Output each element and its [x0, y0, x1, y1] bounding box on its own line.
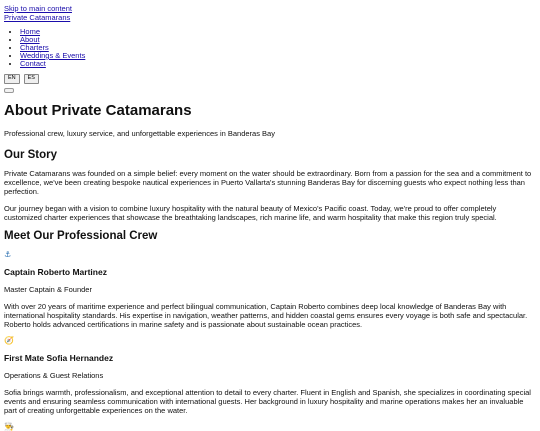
nav-item-charters [20, 44, 536, 52]
crew-member-role: Master Captain & Founder [4, 285, 536, 294]
nav-link-home[interactable]: Home [20, 27, 40, 36]
crew-member-name: Captain Roberto Martinez [4, 267, 536, 277]
crew-member-bio: Sofia brings warmth, professionalism, and exceptional attention to detail to every charter. Fluent in English and Spanish, she specializes in coordinating special events and ensuring seamless communication with international guests. Her background in luxury hospitality and marine operations makes her an invaluable part of creating unforgettable experiences on the water. [4, 388, 536, 415]
our-story-heading: Our Story [4, 149, 536, 163]
language-switcher [4, 74, 536, 84]
nav-link-weddings-events[interactable]: Weddings & Events [20, 51, 85, 60]
crew-member-card [4, 423, 536, 431]
crew-member-card [4, 251, 536, 329]
nav-item-about [20, 36, 536, 44]
main-content [4, 102, 536, 431]
nav-list [4, 28, 536, 68]
nav-item-weddings-events [20, 52, 536, 60]
skip-to-content-link[interactable]: Skip to main content [4, 4, 536, 13]
nav-item-home [20, 28, 536, 36]
language-en-button[interactable]: EN [4, 74, 20, 84]
crew-member-card [4, 337, 536, 415]
compass-icon: 🧭 [4, 337, 536, 345]
language-es-button[interactable]: ES [24, 74, 39, 84]
story-paragraph: Our journey began with a vision to combine luxury hospitality with the natural beauty of Mexico's Pacific coast. Today, we're proud to offer completely customized charter experiences that showcase the breathtaking landscapes, rich marine life, and warm hospitality that make this region truly special. [4, 204, 536, 222]
nav-link-contact[interactable]: Contact [20, 59, 46, 68]
main-nav [4, 28, 536, 68]
crew-member-name: First Mate Sofia Hernandez [4, 353, 536, 363]
chef-icon: 👨‍🍳 [4, 423, 536, 431]
our-story-section [4, 149, 536, 223]
page-subtitle: Professional crew, luxury service, and unforgettable experiences in Banderas Bay [4, 129, 536, 138]
anchor-icon: ⚓ [4, 251, 536, 259]
nav-link-charters[interactable]: Charters [20, 43, 49, 52]
crew-section [4, 230, 536, 431]
brand-link[interactable]: Private Catamarans [4, 13, 536, 22]
crew-heading: Meet Our Professional Crew [4, 230, 536, 244]
menu-toggle[interactable] [4, 88, 14, 93]
nav-item-contact [20, 60, 536, 68]
crew-member-bio: With over 20 years of maritime experience and perfect bilingual communication, Captain Roberto combines deep local knowledge of Banderas Bay with international hospitality standards. His expertise in navigation, weather patterns, and hidden coastal gems ensures every voyage is both safe and spectacular. Roberto holds advanced certifications in marine safety and is passionate about sustainable ocean practices. [4, 302, 536, 329]
crew-member-role: Operations & Guest Relations [4, 371, 536, 380]
page-title: About Private Catamarans [4, 102, 536, 120]
story-paragraph: Private Catamarans was founded on a simple belief: every moment on the water should be extraordinary. Born from a passion for the sea and a commitment to excellence, we've been creating bespoke nautical experiences in Puerto Vallarta's stunning Banderas Bay for discerning guests who expect nothing less than perfection. [4, 169, 536, 196]
nav-link-about[interactable]: About [20, 35, 40, 44]
